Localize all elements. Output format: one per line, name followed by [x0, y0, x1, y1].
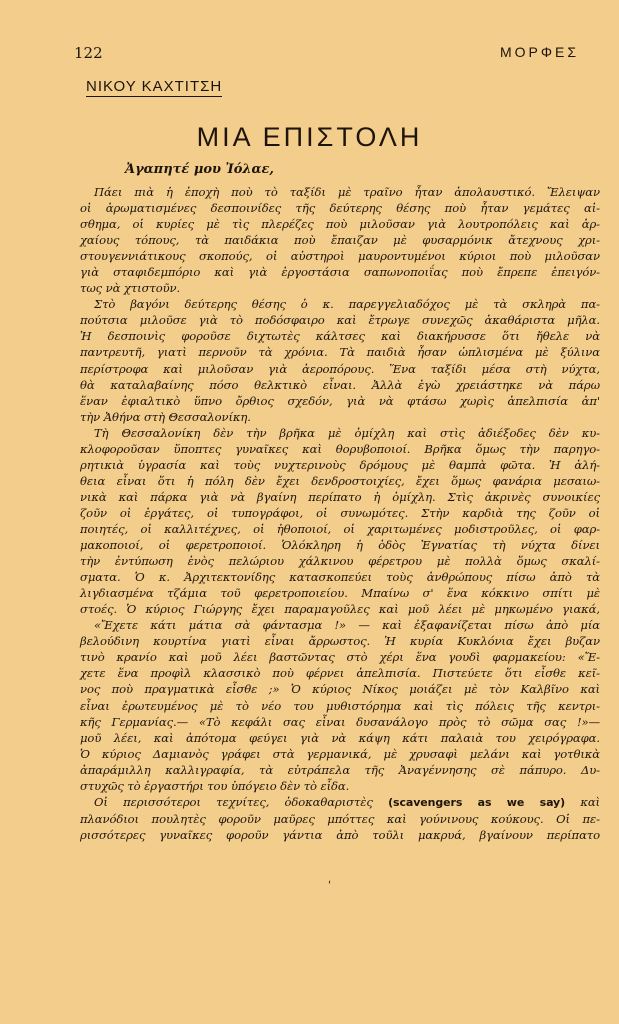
text-line: μοῦ λέει, καὶ ἀπότομα φεύγει γιὰ νὰ κάψη κάτι παλαιὰ του χειρόγραφα.: [80, 730, 600, 745]
text-line: σματα. Ὁ κ. Ἀρχιτεκτονίδης κατασκοπεύει τοὺς ἀνθρώπους πίσω ἀπὸ τὰ: [80, 570, 600, 585]
text-line: Ἡ δεσποινὶς φοροῦσε διχτωτὲς κάλτσες καὶ διακήρυσσε ὅτι ἤθελε νὰ: [80, 329, 600, 344]
article-title: ΜΙΑ ΕΠΙΣΤΟΛΗ: [196, 122, 423, 152]
text-line: βελούδινη κουρτίνα γιατὶ εἶναι ἄρρωστος. Ἡ κυρία Κυκλόνια ἔχει βυζαν: [80, 634, 600, 649]
text-line: τινὸ κρανίο καὶ μοῦ λέει βαστῶντας στὸ χέρι ἕνα γουδὶ φαρμακείου: «Ἔ-: [80, 650, 600, 665]
text-line: παντρευτῆ, γιατὶ περνοῦν τὰ χρόνια. Τὰ παιδιὰ ἦσαν ὡπλισμένα μὲ ξύλινα: [80, 345, 600, 360]
text-line: Πάει πιὰ ἡ ἐποχὴ ποὺ τὸ ταξίδι μὲ τραῖνο ἦταν ἀπολαυστικό. Ἔλειψαν: [94, 185, 600, 199]
text-line: τως νὰ χτιστοῦν.: [80, 281, 181, 296]
text-line: κλοφοροῦσαν ὕποπτες γυναῖκες καὶ θορυβοποιοί. Βρῆκα ὅμως τὴν παρηγο-: [80, 441, 600, 456]
text-line: [80, 794, 600, 811]
text-line: νικὰ καὶ πάρκα γιὰ νὰ βγαίνη περίπατο ἡ ὁμίχλη. Στὶς ἀκρινὲς συνοικίες: [80, 489, 600, 504]
text-line: οἱ ἀρωματισμένες δεσποινίδες τῆς δεύτερης θέσης ποὺ ἦταν γεμάτες αἰ-: [80, 201, 600, 216]
text-line: Στὸ βαγόνι δεύτερης θέσης ὁ κ. παρεγγελιαδόχος μὲ τὰ σκληρὰ πα-: [94, 297, 600, 312]
text-line: τὴν Ἀθήνα στὴ Θεσσαλονίκη.: [80, 409, 251, 424]
author-name: ΝΙΚΟΥ ΚΑΧΤΙΤΣΗ: [86, 78, 223, 95]
text-line: ποιητές, οἱ καλλιτέχνες, οἱ ἠθοποιοί, οἱ χαριτωμένες μοδιστροῦλες, οἱ φαρ-: [80, 521, 600, 536]
text-line: θὰ καταλαβαίνης πόσο θελκτικὸ εἶναι. Ἀλλὰ ἐγὼ χρειάστηκε νὰ πάρω: [80, 377, 600, 392]
text-line: στυχῶς τὸ ἐργαστήρι του ὑπόγειο δὲν τὸ εἶδα.: [80, 778, 350, 793]
text-line: λιγδιασμένα τζάμια τοῦ φερετροποιείου. Μπαίνω σ' ἕνα κόκκινο σπίτι μὲ: [80, 586, 600, 601]
text-line: γιὰ σταφιδεμπόριο καὶ γιὰ ἐργοστάσια σαπωνοποιΐας ποὺ ἔπρεπε ἐπειγόν-: [80, 265, 600, 280]
text-line: πούτσια μιλοῦσε γιὰ τὸ ποδόσφαιρο καὶ ἔτρωγε συνεχῶς ἀκαθάριστα μῆλα.: [80, 313, 600, 328]
salutation: Ἀγαπητέ μου Ἰόλαε,: [125, 162, 274, 177]
text-line: θεια εἶναι ὅτι ἡ πόλη δὲν ἔχει δενδροστοιχίες, ἔχει ὅμως φανάρια μεσαιω-: [80, 473, 600, 488]
text-line: τὴν ἐντύπωση ἑνὸς πελώριου χάλκινου φέρετρου μὲ πολλὰ ὅμως σκαλί-: [80, 554, 600, 569]
text-line: ρητικιὰ ὑγρασία καὶ τοὺς νυχτερινοὺς δρόμους μὲ θαμπὰ φῶτα. Ἡ ἀλή-: [80, 457, 600, 472]
journal-title: ΜΟΡΦΕΣ: [499, 44, 579, 60]
text-segment: καὶ: [580, 794, 600, 809]
text-line: ζοῦν οἱ ἐργάτες, οἱ τυπογράφοι, οἱ συνωμότες. Στὴν καρδιὰ της ζοῦν οἱ: [80, 505, 600, 520]
stray-mark: ʹ: [328, 880, 332, 893]
article-body: [80, 184, 600, 843]
text-line: πλανόδιοι πουλητὲς φοροῦν μαῦρες μπόττες καὶ γούνινους κούκους. Οἱ πε-: [80, 811, 600, 826]
text-line: στοές. Ὁ κύριος Γιώργης ἔχει παραμαγοῦλες καὶ μοῦ λέει μὲ μηκωμένο γιακά,: [80, 602, 600, 617]
text-line: σθημα, οἱ κυρίες μὲ τὶς πλερέζες ποὺ μιλοῦσαν γιὰ λουτροπόλεις καὶ ἀρ-: [80, 217, 600, 232]
page-number: 122: [74, 44, 103, 62]
text-line: χαίους τόπους, τὰ παιδάκια ποὺ ἔπαιζαν μὲ φυσαρμόνικ ἄτεχνους χρι-: [80, 233, 600, 248]
text-line: «Ἔχετε κάτι μάτια σὰ φάντασμα !» — καὶ ἐξαφανίζεται πίσω ἀπὸ μία: [94, 618, 600, 633]
text-line: ρισσότερες γυναῖκες φοροῦν γάντια ἀπὸ τοῦλι μακρυά, βγαίνουν περίπατο: [80, 827, 600, 842]
text-line: Τὴ Θεσσαλονίκη δὲν τὴν βρῆκα μὲ ὁμίχλη καὶ στὶς ἀδιέξοδες δὲν κυ-: [94, 425, 600, 440]
text-line: μακοποιοί, οἱ φερετροποιοί. Ὁλόκληρη ἡ ὁδὸς Ἐγνατίας τὴ νύχτα δίνει: [80, 538, 600, 553]
paragraph: [80, 296, 600, 424]
text-line: χετε ἕνα προφὶλ κλασσικὸ ποὺ φέρνει ἀπελπισία. Πιστεύετε ὅτι εἶσθε κεῖ-: [80, 666, 600, 681]
paragraph: [80, 184, 600, 296]
text-segment: Οἱ περισσότεροι τεχνίτες, ὁδοκαθαριστὲς: [94, 794, 373, 809]
text-line: νος ποὺ πραγματικὰ εἶσθε ;» Ὁ κύριος Νίκος μοιάζει μὲ τὸν Καλβῖνο καὶ: [80, 682, 600, 697]
text-line: στουγεννιάτικους σκοπούς, οἱ αὐστηροὶ μαυροντυμένοι κύριοι ποὺ μιλοῦσαν: [80, 249, 600, 264]
text-line: εἶναι ἐρωτευμένος μὲ τὸ νέο του μυθιστόρημα καὶ τὶς πόλεις τῆς κεντρι-: [80, 698, 600, 713]
text-line: κῆς Γερμανίας.— «Τὸ κεφάλι σας εἶναι δυσανάλογο πρὸς τὸ σῶμα σας !»—: [80, 714, 600, 729]
text-line: ἀπαράμιλλη καλλιγραφία, τὰ εὐτράπελα τῆς Ἀναγέννησης σὲ πάπυρο. Δυ-: [80, 762, 600, 777]
text-line: ἕναν ἐφιαλτικὸ ὕπνο ὄρθιος σχεδόν, γιὰ νὰ φτάσω χωρὶς ἀπελπισία ἀπ': [80, 393, 600, 408]
paragraph: [80, 425, 600, 794]
paragraph: [80, 794, 600, 843]
text-line: Ὁ κύριος Δαμιανὸς γράφει στὰ γερμανικά, μὲ χρυσαφὶ μελάνι καὶ γοτθικὰ: [80, 746, 600, 761]
text-line: περίστροφα καὶ μιλοῦσαν γιὰ ἀεροπόρους. Ἕνα ταξίδι μέσα στὴ νύχτα,: [80, 361, 600, 376]
highlighted-phrase: (scavengers as we say): [388, 795, 566, 809]
